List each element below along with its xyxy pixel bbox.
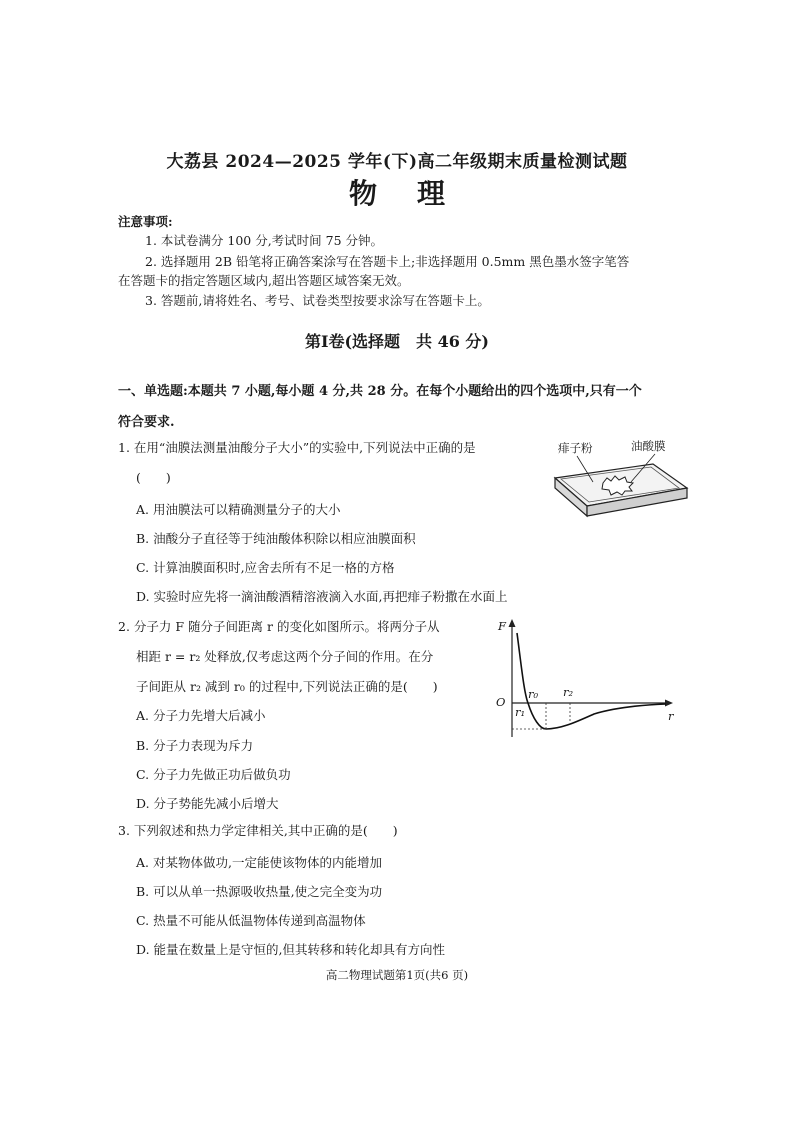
option-d: D. 分子势能先减小后增大 xyxy=(136,796,279,811)
axis-label-r: r xyxy=(668,709,674,723)
note-item: 3. 答题前,请将姓名、考号、试卷类型按要求涂写在答题卡上。 xyxy=(145,293,490,308)
force-distance-graph xyxy=(490,615,680,745)
question-stem: 1. 在用“油膜法测量油酸分子大小”的实验中,下列说法中正确的是 xyxy=(118,440,476,455)
force-curve-svg xyxy=(490,615,680,745)
option-c: C. 计算油膜面积时,应舍去所有不足一格的方格 xyxy=(136,560,395,575)
film-label: 油酸膜 xyxy=(631,439,666,453)
question-stem: 3. 下列叙述和热力学定律相关,其中正确的是( ) xyxy=(118,823,398,838)
r1-label: r₁ xyxy=(515,705,526,719)
part-heading-line: 一、单选题:本题共 7 小题,每小题 4 分,共 28 分。在每个小题给出的四个选项中,只有一个 xyxy=(118,384,642,399)
option-d: D. 实验时应先将一滴油酸酒精溶液滴入水面,再把痱子粉撒在水面上 xyxy=(136,589,508,604)
question-1 xyxy=(118,433,543,493)
option-c: C. 热量不可能从低温物体传递到高温物体 xyxy=(136,913,366,928)
option-a: A. 用油膜法可以精确测量分子的大小 xyxy=(136,502,341,517)
r2-label: r₂ xyxy=(563,685,574,699)
section-title: 第Ⅰ卷(选择题 共 46 分) xyxy=(304,332,490,351)
note-item: 2. 选择题用 2B 铅笔将正确答案涂写在答题卡上;非选择题用 0.5mm 黑色墨水签字笔答 xyxy=(145,254,630,269)
question-stem: 子间距从 r₂ 减到 r₀ 的过程中,下列说法正确的是( ) xyxy=(136,679,438,694)
question-stem: 2. 分子力 F 随分子间距离 r 的变化如图所示。将两分子从 xyxy=(118,619,440,634)
option-b: B. 可以从单一热源吸收热量,使之完全变为功 xyxy=(136,884,383,899)
oil-film-figure xyxy=(545,436,695,536)
note-item: 在答题卡的指定答题区域内,超出答题区域答案无效。 xyxy=(118,273,410,288)
question-3 xyxy=(118,816,678,846)
answer-bracket: ( ) xyxy=(136,470,171,485)
option-d: D. 能量在数量上是守恒的,但其转移和转化却具有方向性 xyxy=(136,942,445,957)
part-heading-line: 符合要求. xyxy=(118,415,175,430)
origin-label: O xyxy=(496,695,506,709)
r0-label: r₀ xyxy=(528,687,539,701)
axis-label-f: F xyxy=(498,619,506,633)
exam-title: 大荔县 2024—2025 学年(下)高二年级期末质量检测试题 xyxy=(166,152,628,172)
powder-label: 痱子粉 xyxy=(558,441,593,455)
option-c: C. 分子力先做正功后做负功 xyxy=(136,767,291,782)
option-a: A. 分子力先增大后减小 xyxy=(136,708,266,723)
option-b: B. 油酸分子直径等于纯油酸体积除以相应油膜面积 xyxy=(136,531,416,546)
question-2 xyxy=(118,612,490,702)
question-stem: 相距 r = r₂ 处释放,仅考虑这两个分子间的作用。在分 xyxy=(136,649,434,664)
note-item: 1. 本试卷满分 100 分,考试时间 75 分钟。 xyxy=(145,233,384,248)
notes-heading: 注意事项: xyxy=(118,214,173,229)
page-footer: 高二物理试题第1页(共6 页) xyxy=(325,968,469,982)
option-b: B. 分子力表现为斥力 xyxy=(136,738,254,753)
part-heading xyxy=(118,376,688,438)
option-a: A. 对某物体做功,一定能使该物体的内能增加 xyxy=(136,855,382,870)
subject-title: 物理 xyxy=(348,177,485,210)
